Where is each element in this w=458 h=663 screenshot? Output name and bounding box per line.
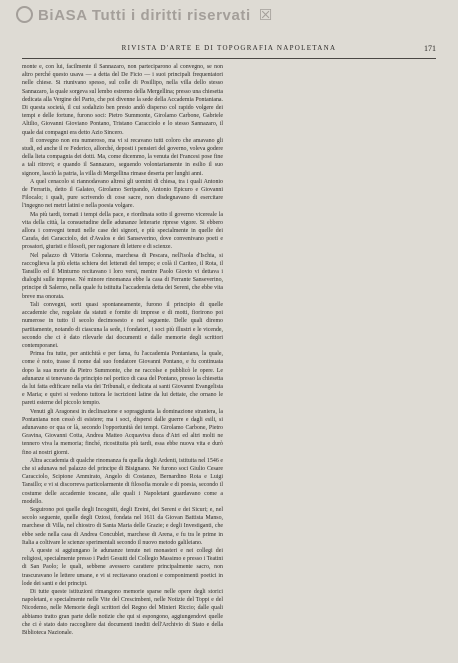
paragraph: Di tutte queste istituzioni rimangono memorie sparse nelle opere degli storici napoletani, e specialmente nelle Vite del Crescimbeni, nelle Notizie del Toppi e del Nicodemo, nelle Memorie degli scrittori del Regno del Minieri Riccio; dalle quali abbiamo tratto gran parte delle notizie che qui si espongono, aggiungendovi quelle che ci è stato dato raccogliere dai documenti inediti dell'Archivio di Stato e della Biblioteca Nazionale.: [22, 589, 223, 637]
running-header: [22, 44, 436, 56]
paragraph: A queste si aggiungano le adunanze tenute nei monasteri e nei collegi dei religiosi, specialmente presso i Padri Gesuiti del Collegio Massimo e presso i Teatini di San Paolo; le quali, sebbene avessero carattere principalmente sacro, non trascuravano le lettere umane, e vi si recitavano orazioni e componimenti poetici in lode dei santi e dei principi.: [22, 547, 223, 587]
body-text: [22, 63, 436, 653]
watermark-text: BiASA Tutti i diritti riservati: [38, 7, 251, 24]
watermark: [16, 6, 458, 24]
page-number: 171: [424, 44, 436, 53]
header-rule: [22, 58, 436, 59]
paragraph: Ma più tardi, tornati i tempi della pace, e riordinata sotto il governo vicereale la vita della città, la consuetudine delle adunanze letterarie riprese vigore. Si ebbero allora i convegni tenuti nelle case dei signori, e più specialmente in quelle dei Carafa, dei Caracciolo, dei d'Avalos e dei Sanseverino, dove convenivano poeti e prosatori, giuristi e filosofi, per ragionare di lettere e di scienze.: [22, 211, 223, 251]
paragraph: A quel cenacolo si riannodavano altresì gli uomini di chiesa, tra i quali Antonio de Ferrariis, detto il Galateo, Girolamo Seripando, Antonio Epicuro e Giovanni Filocalo; i quali, pure scrivendo di cose sacre, non disdegnavano di esercitare l'ingegno nei metri latini e nella poesia volgare.: [22, 178, 223, 210]
watermark-seal-icon: [16, 6, 33, 23]
paragraph: Seguirono poi quelle degli Incogniti, degli Ereini, dei Sereni e dei Sicuri; e, nel secolo seguente, quelle degli Oziosi, fondata nel 1611 da Giovan Battista Manso, marchese di Villa, nel chiostro di Santa Maria delle Grazie; e degli Investiganti, che ebbe sede nella casa di Andrea Concublet, marchese di Arena, e fu tra le prime in Italia a coltivare le scienze sperimentali secondo il nuovo metodo galileiano.: [22, 506, 223, 546]
paragraph: Tali convegni, sorti quasi spontaneamente, furono il principio di quelle accademie che, regolate da statuti e fornite di imprese e di motti, fiorirono poi numerose in tutto il secolo decimosesto e nel seguente. Delle quali diremo partitamente, notando di ciascuna la sede, i fondatori, i soci più illustri e le vicende, secondo che ci è dato rilevarle dai documenti e dalle memorie degli scrittori contemporanei.: [22, 301, 223, 349]
paragraph: monte e, con lui, facilmente il Sannazaro, non parteciparono al convegno, se non altro perché questo usava — a detta del De Ficio — i suoi principali frequentatori nelle chiese. Si riunivano spesso, sul colle di Posillipo, nella villa dello stesso Sannazaro, la quale sorgeva sul lembo estremo della Mergellina; presso una chiesetta dedicata alla Vergine del Parto, che poi divenne la sede della Accademia Pontaniana. Di questa società, il cui sodalizio ben presto andò disperso col rapido volgere dei tempi e delle fortune, furono soci: Pietro Summonte, Girolamo Carbone, Gabriele Altilio, Giovanni Gioviano Pontano, Tristano Caracciolo e lo stesso Sannazaro, il quale dai compagni era detto Azio Sincero.: [22, 64, 223, 136]
paragraph: Altra accademia di qualche rinomanza fu quella degli Ardenti, istituita nel 1546 e che si adunava nel palazzo del principe di Bisignano. Ne furono soci Giulio Cesare Caracciolo, Scipione Ammirato, Angelo di Costanzo, Bernardino Rota e Luigi Tansillo; e vi si discorreva particolarmente di filosofia morale e di poesia, secondo il costume delle accademie toscane, alle quali i Napoletani guardavano come a modello.: [22, 457, 223, 505]
paragraph: Venuti gli Aragonesi in declinazione e sopraggiunta la dominazione straniera, la Pontaniana non cessò di esistere; ma i soci, dispersi dalle guerre e dagli esili, si adunavano or qua or là, secondo l'opportunità dei tempi. Girolamo Carbone, Pietro Gravina, Giovanni Cotta, Andrea Matteo Acquaviva duca d'Atri ed altri molti ne tennero viva la memoria; finché, ricostituita più tardi, essa ebbe nuova vita e durò fino ai nostri giorni.: [22, 408, 223, 456]
paragraph: Nel palazzo di Vittoria Colonna, marchesa di Pescara, nell'isola d'Ischia, si raccoglieva la più eletta schiera dei letterati del tempo; e colà il Cariteo, il Rota, il Tansillo ed il Minturno recitavano i loro versi, mentre Paolo Giovio vi dettava i dialoghi sulle imprese. Né minore rinomanza ebbe la casa di Ferrante Sanseverino, principe di Salerno, nella quale fu istituita l'accademia detta dei Sereni, che ebbe vita breve ma onorata.: [22, 252, 223, 300]
paragraph: Prima fra tutte, per antichità e per fama, fu l'accademia Pontaniana, la quale, come è noto, trasse il nome dal suo fondatore Giovanni Pontano, e fu continuata dopo la sua morte da Pietro Summonte, che ne raccolse e pubblicò le opere. Le adunanze si tenevano da principio nel portico di casa del Pontano, presso la chiesetta da lui fatta edificare nella via dei Tribunali, e dedicata ai santi Giovanni Evangelista e Maria; e quivi si vedono tuttora le iscrizioni latine da lui dettate, che ornano le pareti esterne del piccolo tempio.: [22, 351, 223, 407]
paragraph: Il convegno non era numeroso, ma vi si recavano tutti coloro che amavano gli studi, ed anche il re Federico, allorché, deposti i pensieri del governo, voleva godere della lieta compagnia dei dotti. Ma, come dicemmo, la venuta dei Francesi pose fine a tali ritrovi; e quando il Sannazaro, seguendo volontariamente in esilio il suo signore, lasciò la patria, la villa di Mergellina rimase deserta per lunghi anni.: [22, 137, 223, 177]
watermark-cross-icon: ☒: [258, 7, 273, 24]
journal-title: RIVISTA D'ARTE E DI TOPOGRAFIA NAPOLETANA: [121, 44, 337, 52]
